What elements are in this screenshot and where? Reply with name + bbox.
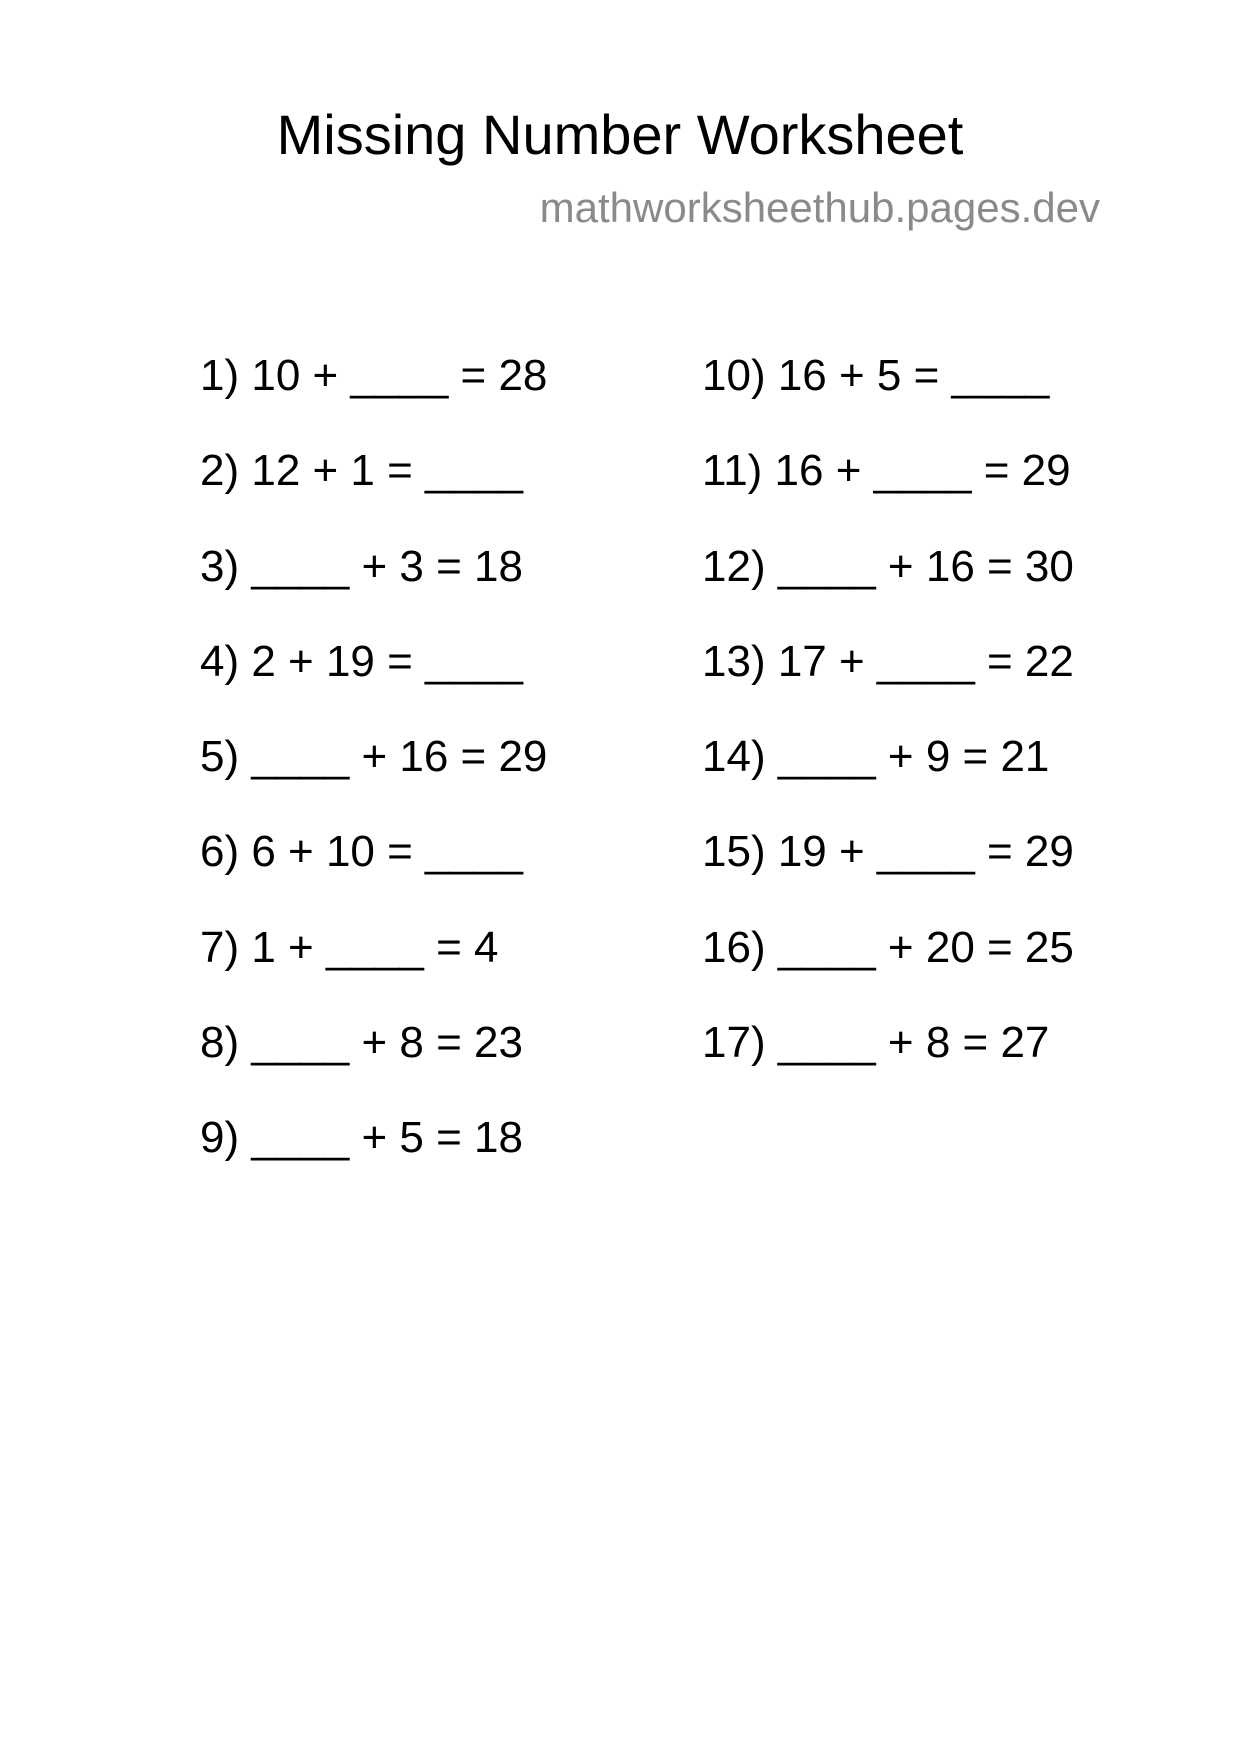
problem-item: 8) ____ + 8 = 23 [200, 1018, 523, 1068]
problem-item: 2) 12 + 1 = ____ [200, 446, 523, 496]
problem-item: 7) 1 + ____ = 4 [200, 922, 499, 972]
problem-column-left [200, 348, 547, 1206]
problem-item: 14) ____ + 9 = 21 [702, 732, 1050, 782]
problem-item: 3) ____ + 3 = 18 [200, 541, 523, 591]
problem-column-right [702, 348, 1074, 1110]
problem-item: 5) ____ + 16 = 29 [200, 732, 548, 782]
problem-item: 16) ____ + 20 = 25 [702, 922, 1074, 972]
problem-item: 12) ____ + 16 = 30 [702, 541, 1074, 591]
website-url: mathworksheethub.pages.dev [539, 184, 1100, 231]
problem-item: 10) 16 + 5 = ____ [702, 351, 1050, 400]
problem-item: 11) 16 + ____ = 29 [702, 446, 1071, 496]
problem-item: 4) 2 + 19 = ____ [200, 636, 523, 686]
problem-item: 9) ____ + 5 = 18 [200, 1113, 523, 1163]
problem-item: 17) ____ + 8 = 27 [702, 1018, 1050, 1068]
problem-item: 1) 10 + ____ = 28 [200, 351, 548, 400]
problem-item: 15) 19 + ____ = 29 [702, 827, 1074, 877]
worksheet-title: Missing Number Worksheet [276, 103, 964, 166]
problem-item: 6) 6 + 10 = ____ [200, 827, 523, 877]
problem-item: 13) 17 + ____ = 22 [702, 636, 1074, 686]
